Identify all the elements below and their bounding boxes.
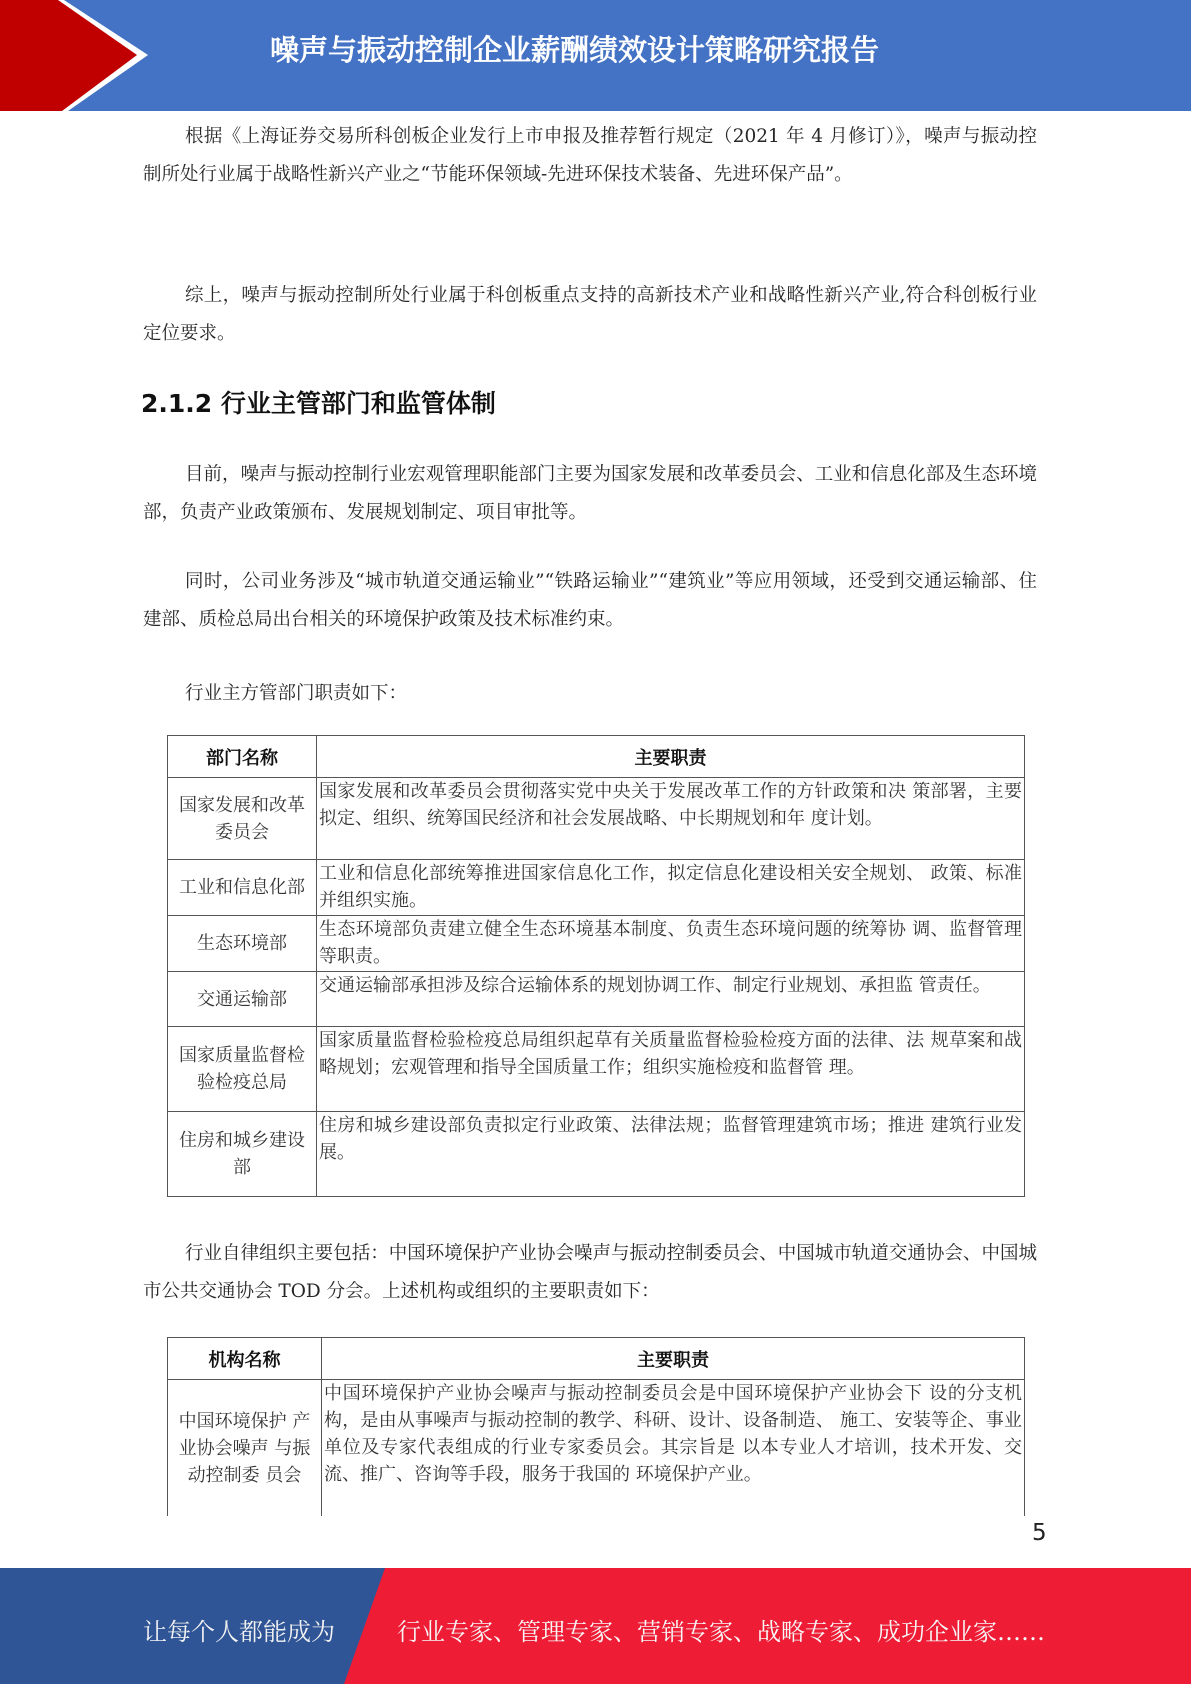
department-name: 工业和信息化部	[168, 860, 317, 916]
header-banner	[0, 0, 1191, 111]
department-duty: 国家质量监督检验检疫总局组织起草有关质量监督检验检疫方面的法律、法 规草案和战略规划；宏观管理和指导全国质量工作；组织实施检疫和监督管 理。	[317, 1027, 1025, 1112]
organization-duties-table	[167, 1337, 1025, 1516]
department-name: 国家质量监督检验检疫总局	[168, 1027, 317, 1112]
table-row	[168, 1112, 1025, 1197]
table-header-row	[168, 1338, 1025, 1380]
table-row	[168, 1027, 1025, 1112]
department-duties-table	[167, 735, 1025, 1197]
table-row	[168, 860, 1025, 916]
department-name: 生态环境部	[168, 916, 317, 972]
section-heading: 2.1.2 行业主管部门和监管体制	[141, 389, 496, 418]
report-title: 噪声与振动控制企业薪酬绩效设计策略研究报告	[270, 33, 880, 67]
column-header-duty: 主要职责	[322, 1338, 1025, 1380]
department-name: 住房和城乡建设部	[168, 1112, 317, 1197]
table-row	[168, 916, 1025, 972]
footer-slogan-right: 行业专家、管理专家、营销专家、战略专家、成功企业家……	[397, 1618, 1045, 1646]
department-name: 国家发展和改革委员会	[168, 778, 317, 860]
intro-paragraph-1: 根据《上海证券交易所科创板企业发行上市申报及推荐暂行规定（2021 年 4 月修订）》，噪声与振动控制所处行业属于战略性新兴产业之“节能环保领域-先进环保技术装备、先进环保产品”。	[143, 126, 1037, 185]
intro-paragraph-2: 综上，噪声与振动控制所处行业属于科创板重点支持的高新技术产业和战略性新兴产业,符合科创板行业定位要求。	[143, 285, 1037, 344]
footer-slogan-left: 让每个人都能成为	[143, 1618, 335, 1646]
column-header-department: 部门名称	[168, 736, 317, 778]
table-row	[168, 1380, 1025, 1516]
department-duty: 工业和信息化部统筹推进国家信息化工作，拟定信息化建设相关安全规划、 政策、标准并组织实施。	[317, 860, 1025, 916]
department-name: 交通运输部	[168, 972, 317, 1027]
section-paragraph-2: 同时，公司业务涉及“城市轨道交通运输业”“铁路运输业”“建筑业”等应用领域，还受到交通运输部、住建部、质检总局出台相关的环境保护政策及技术标准约束。	[143, 571, 1037, 630]
table-row	[168, 972, 1025, 1027]
section-paragraph-1: 目前，噪声与振动控制行业宏观管理职能部门主要为国家发展和改革委员会、工业和信息化部及生态环境部，负责产业政策颁布、发展规划制定、项目审批等。	[143, 464, 1037, 523]
column-header-duty: 主要职责	[317, 736, 1025, 778]
page-number: 5	[1032, 1520, 1047, 1546]
table1-lead-text: 行业主方管部门职责如下：	[185, 683, 408, 704]
table-header-row	[168, 736, 1025, 778]
organization-duty: 中国环境保护产业协会噪声与振动控制委员会是中国环境保护产业协会下 设的分支机构，是由从事噪声与振动控制的教学、科研、设计、设备制造、 施工、安装等企、事业单位及专家代表组成的行业专家委员会。其宗旨是 以本专业人才培训，技术开发、交流、推广、咨询等手段，服务于我国的 环境保护产业。	[322, 1380, 1025, 1516]
table-row	[168, 778, 1025, 860]
footer-banner	[0, 1568, 1191, 1684]
table2-lead-text: 行业自律组织主要包括：中国环境保护产业协会噪声与振动控制委员会、中国城市轨道交通协会、中国城市公共交通协会 TOD 分会。上述机构或组织的主要职责如下：	[143, 1243, 1037, 1302]
chevron-arrow-icon	[0, 0, 160, 111]
department-duty: 交通运输部承担涉及综合运输体系的规划协调工作、制定行业规划、承担监 管责任。	[317, 972, 1025, 1027]
department-duty: 国家发展和改革委员会贯彻落实党中央关于发展改革工作的方针政策和决 策部署，主要拟定、组织、统筹国民经济和社会发展战略、中长期规划和年 度计划。	[317, 778, 1025, 860]
organization-name: 中国环境保护 产业协会噪声 与振动控制委 员会	[168, 1380, 322, 1516]
column-header-organization: 机构名称	[168, 1338, 322, 1380]
department-duty: 生态环境部负责建立健全生态环境基本制度、负责生态环境问题的统筹协 调、监督管理等职责。	[317, 916, 1025, 972]
department-duty: 住房和城乡建设部负责拟定行业政策、法律法规；监督管理建筑市场；推进 建筑行业发展。	[317, 1112, 1025, 1197]
